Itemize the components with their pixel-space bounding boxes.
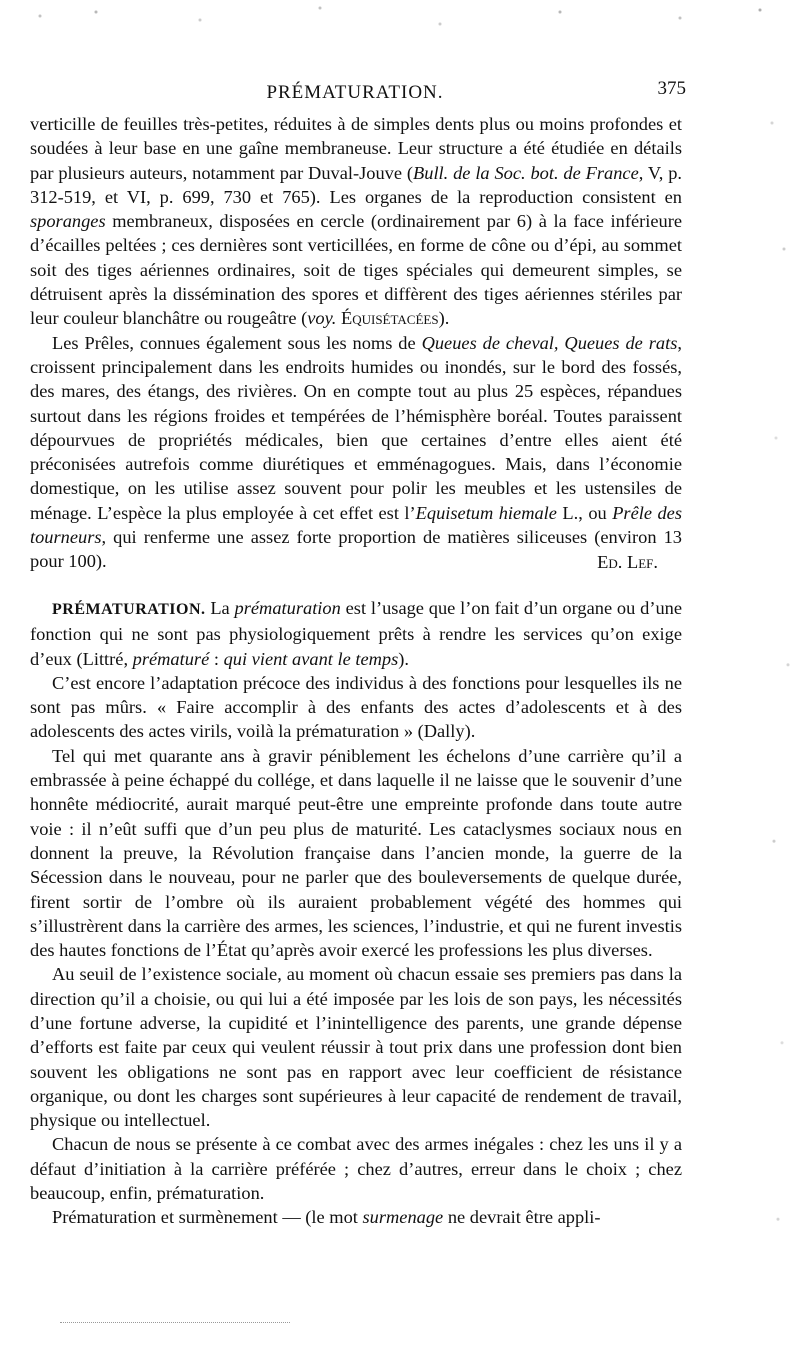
scan-noise-top <box>0 0 800 40</box>
author-signature: Ed. Lef. <box>597 551 658 572</box>
scan-noise-right <box>760 60 800 1320</box>
common-names: Queues de cheval, Queues de rats <box>421 332 678 353</box>
paragraph: Chacun de nous se présente à ce combat avec des armes inégales : chez les uns il y a défaut d’initiation à la carrière préférée ; chez d’autres, erreur dans le choix ; chez beaucoup, enfin, prématuration. <box>30 1134 682 1204</box>
footer-rule <box>60 1322 290 1323</box>
running-head: PRÉMATURATION. <box>266 82 444 103</box>
reference-title: Bull. de la Soc. bot. de France <box>413 162 639 183</box>
page-number: 375 <box>657 78 686 99</box>
page-header <box>30 78 686 106</box>
paragraph: Tel qui met quarante ans à gravir péniblement les échelons d’une carrière qu’il a embrassée à peine échappé du collége, et dans laquelle il ne laisse que le souvenir d’une honnête médiocrité, aurait marqué peut-être une empreinte profonde dans toute autre voie : il n’eût suffi que d’un peu plus de maturité. Les cataclysmes sociaux nous en donnent la preuve, la Révolution française dans l’ancien monde, la guerre de la Sécession dans le nouveau, pour ne parler que des bouleversements de quelque durée, firent sortir de l’ombre où ils auraient probablement végété des hommes qui s’illustrèrent dans la carrière des armes, les sciences, l’industrie, et qui ne furent investis des hautes fonctions de l’État qu’après avoir exercé les professions les plus diverses. <box>30 745 682 961</box>
term-prematuration: prématuration <box>234 597 341 618</box>
paragraph: Au seuil de l’existence sociale, au moment où chacun essaie ses premiers pas dans la direction qu’il a choisie, ou qui lui a été imposée par les lois de son pays, les nécessités d’une fortune adverse, la cupidité et l’inintelligence des parents, une grande dépense d’efforts est faite par ceux qui veulent réussir à tout prix dans une profession dont bien souvent les obligations ne sont pas en rapport avec leur coefficient de résistance organique, ou dont les charges sont supérieures à leur capacité de rendement de travail, physique ou intellectuel. <box>30 964 682 1131</box>
paragraph: Les Prêles, connues également sous les noms de Queues de cheval, Queues de rats, croissent principalement dans les endroits humides ou inondés, sur le bord des fossés, des mares, des étangs, des rivières. On en compte tout au plus 25 espèces, répandues surtout dans les régions froides et tempérées de l’hémisphère boréal. Toutes paraissent dépourvues de propriétés médicales, bien que certaines d’entre elles aient été préconisées autrefois comme diurétiques et emménagogues. Mais, dans l’économie domestique, on les utilise assez souvent pour polir les meubles et les ustensiles de ménage. L’espèce la plus employée à cet effet est l’Equisetum hiemale L., ou Prêle des tourneurs, qui renferme une assez forte proportion de matières siliceuses (environ 13 pour 100). <box>30 332 682 572</box>
term-surmenage: surmenage <box>362 1207 444 1228</box>
cross-reference: Équisétacées <box>340 308 439 329</box>
see-also-label: voy. <box>307 308 337 329</box>
article-headword: PRÉMATURATION. <box>52 600 206 618</box>
article-heading-paragraph: PRÉMATURATION. La prématuration est l’usage que l’on fait d’un organe ou d’une fonction qui ne sont pas physiologiquement prêts à rendre les services qu’on exige d’eux (Littré, prématuré : qui vient avant le temps). <box>30 597 683 669</box>
species-name: Equisetum hiemale <box>415 502 557 523</box>
paragraph: verticille de feuilles très-petites, réduites à de simples dents plus ou moins profondes et soudées à leur base en une gaîne membraneuse. Leur structure a été étudiée en détails par plusieurs auteurs, notamment par Duval-Jouve (Bull. de la Soc. bot. de France, V, p. 312-519, et VI, p. 699, 730 et 765). Les organes de la reproduction consistent en sporanges membraneux, disposées en cercle (ordinairement par 6) à la face inférieure d’écailles peltées ; ces dernières sont verticillées, en forme de cône ou d’épi, au sommet soit des tiges aériennes ordinaires, soit de tiges spéciales qui demeurent simples, se détruisent après la dissémination des spores et diffèrent des tiges aériennes stériles par leur couleur blanchâtre ou rougeâtre (voy. Équisétacées). <box>30 114 682 329</box>
paragraph: C’est encore l’adaptation précoce des individus à des fonctions pour lesquelles ils ne sont pas mûrs. « Faire accomplir à des enfants des actes d’adolescents et à des adolescents des actes virils, voilà la prématuration » (Dally). <box>30 672 682 742</box>
term-sporanges: sporanges <box>30 211 106 232</box>
page-body <box>30 112 682 1230</box>
definition: qui vient avant le temps <box>223 648 399 669</box>
paragraph: Prématuration et surmènement — (le mot surmenage ne devrait être appli- <box>52 1207 601 1228</box>
common-name-preles: Prêle des tourneurs <box>30 502 682 548</box>
